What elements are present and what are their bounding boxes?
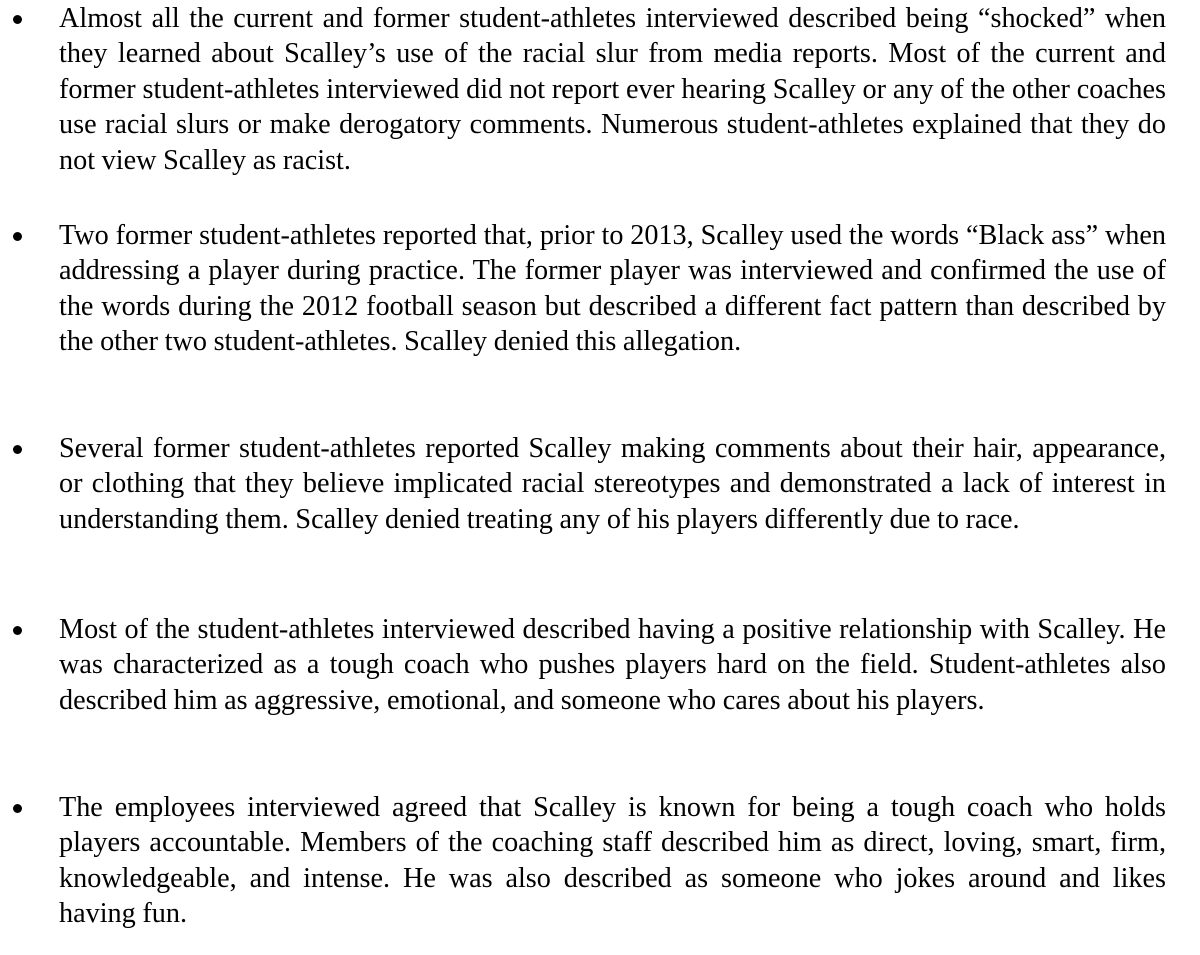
bullet-text: Almost all the current and former student-athletes interviewed described being “shocked” when they learned about Scalley’s use of the racial slur from media reports. Most of the current and former student-athletes interviewed did not report ever hearing Scalley or any of the other coaches use racial slurs or make derogatory comments. Numerous student-athletes explained that they do not view Scalley as racist. [59,3,1166,176]
bullet-text: Several former student-athletes reported Scalley making comments about their hair, appearance, or clothing that they believe implicated racial stereotypes and demonstrated a lack of interest in understanding them. Scalley denied treating any of his players differently due to race. [59,433,1166,535]
bullet-dot-icon [13,232,22,241]
bullet-dot-icon [13,804,22,813]
bullet-dot-icon [13,15,22,24]
bullet-dot-icon [13,626,22,635]
bullet-dot-icon [13,445,22,454]
bullet-text: The employees interviewed agreed that Scalley is known for being a tough coach who holds players accountable. Members of the coaching staff described him as direct, loving, smart, firm, knowledgeable, and intense. He was also described as someone who jokes around and likes having fun. [59,792,1166,930]
bullet-text: Two former student-athletes reported that, prior to 2013, Scalley used the words “Black ass” when addressing a player during practice. The former player was interviewed and confirmed the use of the words during the 2012 football season but described a different fact pattern than described by the other two student-athletes. Scalley denied this allegation. [59,220,1166,358]
bullet-text: Most of the student-athletes interviewed described having a positive relationship with Scalley. He was characterized as a tough coach who pushes players hard on the field. Student-athletes also described him as aggressive, emotional, and someone who cares about his players. [59,614,1166,716]
